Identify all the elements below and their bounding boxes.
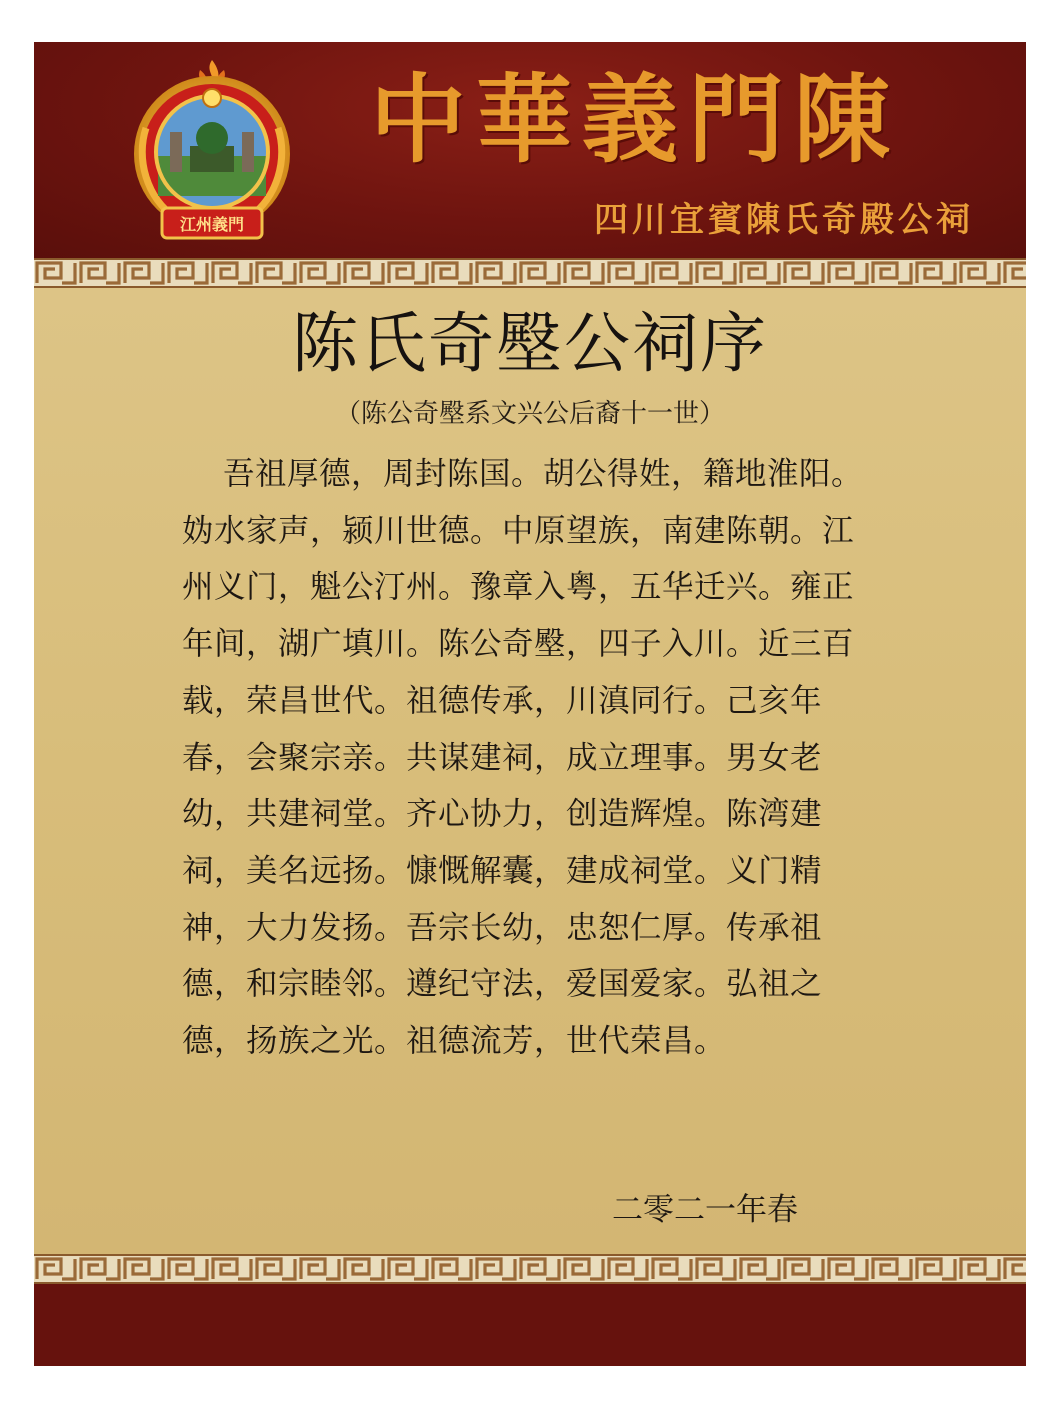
document-subtitle: （陈公奇壂系文兴公后裔十一世） bbox=[334, 399, 725, 429]
meander-border-top bbox=[34, 258, 1026, 288]
family-crest-emblem-icon bbox=[126, 58, 298, 248]
header-banner bbox=[34, 42, 1026, 258]
meander-border-bottom bbox=[34, 1254, 1026, 1284]
dateline: 二零二一年春 bbox=[612, 1192, 798, 1228]
brand-title: 中華義門陳 bbox=[370, 63, 900, 176]
plaque bbox=[34, 42, 1026, 1366]
document-body bbox=[182, 446, 882, 1070]
emblem-caption: 江州義門 bbox=[179, 215, 245, 234]
body-paragraph: 吾祖厚德，周封陈国。胡公得姓，籍地淮阳。妫水家声，颍川世德。中原望族，南建陈朝。江州义门，魁公汀州。豫章入粤，五华迁兴。雍正年间，湖广填川。陈公奇壂，四子入川。近三百载，荣昌世代。祖德传承，川滇同行。己亥年春，会聚宗亲。共谋建祠，成立理事。男女老幼，共建祠堂。齐心协力，创造辉煌。陈湾建祠，美名远扬。慷慨解囊，建成祠堂。义门精神，大力发扬。吾宗长幼，忠恕仁厚。传承祖德，和宗睦邻。遵纪守法，爱国爱家。弘祖之德，扬族之光。祖德流芳，世代荣昌。 bbox=[182, 456, 863, 1060]
document-title: 陈氏奇壂公祠序 bbox=[292, 305, 768, 382]
footer-band bbox=[34, 1284, 1026, 1366]
brand-subtitle: 四川宜賓陳氏奇殿公祠 bbox=[594, 200, 974, 240]
